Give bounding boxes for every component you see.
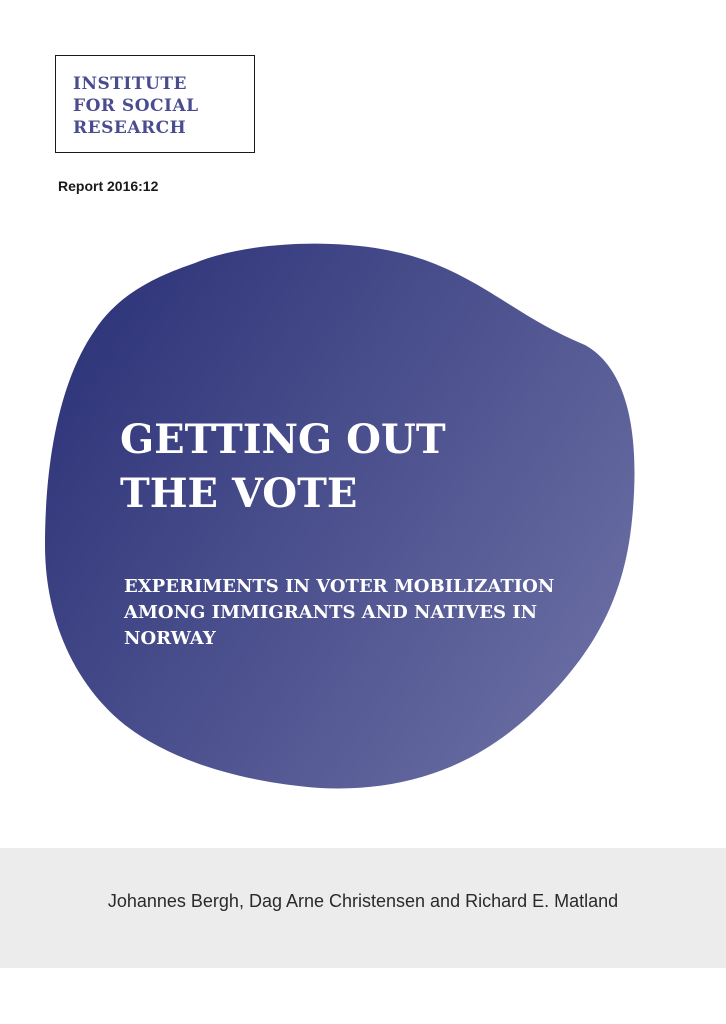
report-subtitle: EXPERIMENTS IN VOTER MOBILIZATION AMONG IMMIGRANTS AND NATIVES IN NORWAY (124, 576, 555, 649)
institute-logo-text: INSTITUTE FOR SOCIAL RESEARCH (73, 74, 199, 138)
author-band (0, 848, 726, 968)
report-number: Report 2016:12 (58, 178, 159, 194)
report-title: GETTING OUT THE VOTE (120, 416, 446, 517)
author-list: Johannes Bergh, Dag Arne Christensen and Richard E. Matland (107, 891, 619, 911)
